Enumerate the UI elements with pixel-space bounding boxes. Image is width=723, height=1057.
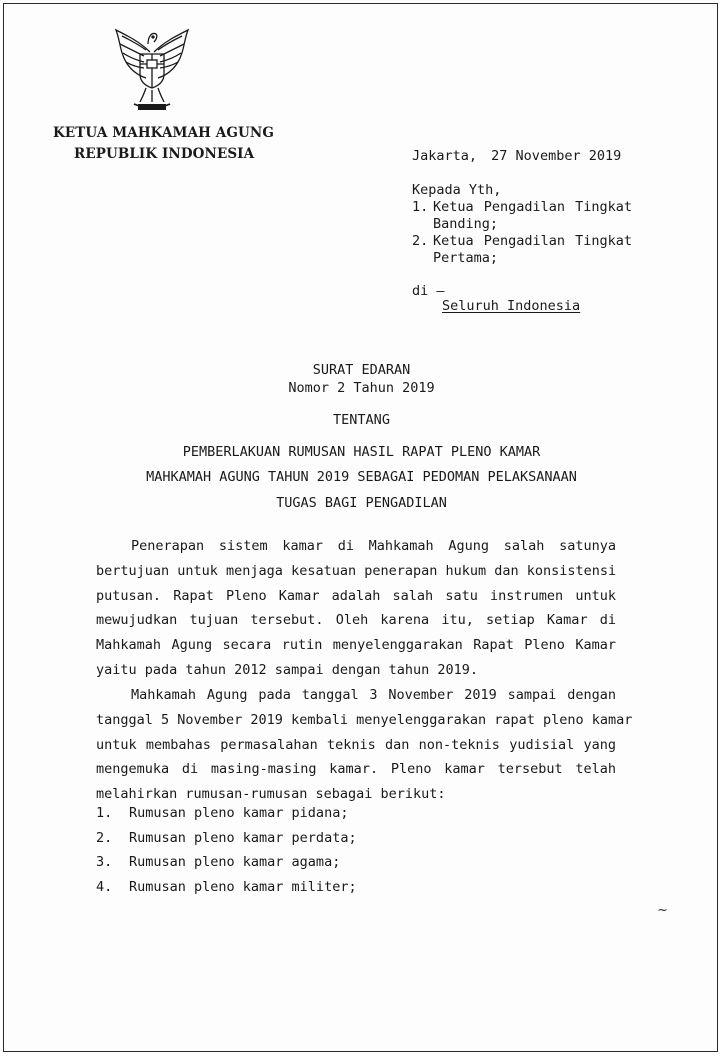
paragraph-line: putusan. Rapat Pleno Kamar adalah salah satu instrumen untuk <box>96 587 616 604</box>
recipient-2-num: 2. <box>412 233 429 249</box>
subject-line-3: TUGAS BAGI PENGADILAN <box>276 495 447 511</box>
paragraph-1 <box>96 534 616 683</box>
list-number: 1. <box>96 805 113 821</box>
place: Jakarta, <box>412 148 478 164</box>
paragraph-line: bertujuan untuk menjaga kesatuan penerapan hukum dan konsistensi <box>96 562 617 579</box>
paragraph-line: untuk membahas permasalahan teknis dan non-teknis yudisial yang <box>96 736 616 753</box>
recipients-intro: Kepada Yth, <box>412 182 502 198</box>
paragraph-line: melahirkan rumusan-rumusan sebagai berikut: <box>96 786 446 803</box>
subject-line-2: MAHKAMAH AGUNG TAHUN 2019 SEBAGAI PEDOMAN PELAKSANAAN <box>146 469 577 485</box>
recipient-1-line2: Banding; <box>433 216 499 232</box>
paragraph-2 <box>96 683 633 807</box>
recipient-location: Seluruh Indonesia <box>442 298 581 314</box>
letterhead <box>53 123 274 165</box>
recipient-1-line1: Ketua Pengadilan Tingkat <box>433 199 632 215</box>
garuda-emblem-icon <box>110 22 194 114</box>
date: 27 November 2019 <box>491 148 622 164</box>
list-number: 2. <box>96 829 113 846</box>
paragraph-line: yaitu pada tahun 2012 sampai dengan tahun 2019. <box>96 661 479 678</box>
recipient-2-line1: Ketua Pengadilan Tingkat <box>433 233 632 249</box>
paragraph-line: mewujudkan tujuan tersebut. Oleh karena itu, setiap Kamar di <box>96 612 616 629</box>
paragraph-line: tanggal 5 November 2019 kembali menyelenggarakan rapat pleno kamar <box>96 711 633 728</box>
paragraph-line: Mahkamah Agung secara rutin menyelenggarakan Rapat Pleno Kamar <box>96 637 616 654</box>
di-label: di – <box>412 283 445 299</box>
page-continuation-mark: ~ <box>657 903 668 918</box>
letterhead-line-1: KETUA MAHKAMAH AGUNG <box>53 125 274 141</box>
place-date <box>412 148 621 164</box>
list-text: Rumusan pleno kamar perdata; <box>129 829 357 846</box>
list-text: Rumusan pleno kamar militer; <box>129 878 357 895</box>
paragraph-line: Mahkamah Agung pada tanggal 3 November 2019 sampai dengan <box>131 687 616 703</box>
document-number: Nomor 2 Tahun 2019 <box>288 380 435 396</box>
list-number: 4. <box>96 878 113 895</box>
letterhead-line-2: REPUBLIK INDONESIA <box>74 146 255 162</box>
list-number: 3. <box>96 854 113 870</box>
document-type: SURAT EDARAN <box>312 362 411 378</box>
list-text: Rumusan pleno kamar pidana; <box>129 805 349 821</box>
recipient-2-line2: Pertama; <box>433 250 499 266</box>
list-text: Rumusan pleno kamar agama; <box>129 854 341 870</box>
tentang-label: TENTANG <box>333 412 390 428</box>
paragraph-line: mengemuka di masing-masing kamar. Pleno kamar tersebut telah <box>96 761 616 778</box>
recipient-1-num: 1. <box>412 199 429 215</box>
paragraph-line: Penerapan sistem kamar di Mahkamah Agung salah satunya <box>131 538 616 554</box>
subject-line-1: PEMBERLAKUAN RUMUSAN HASIL RAPAT PLENO KAMAR <box>182 444 541 460</box>
